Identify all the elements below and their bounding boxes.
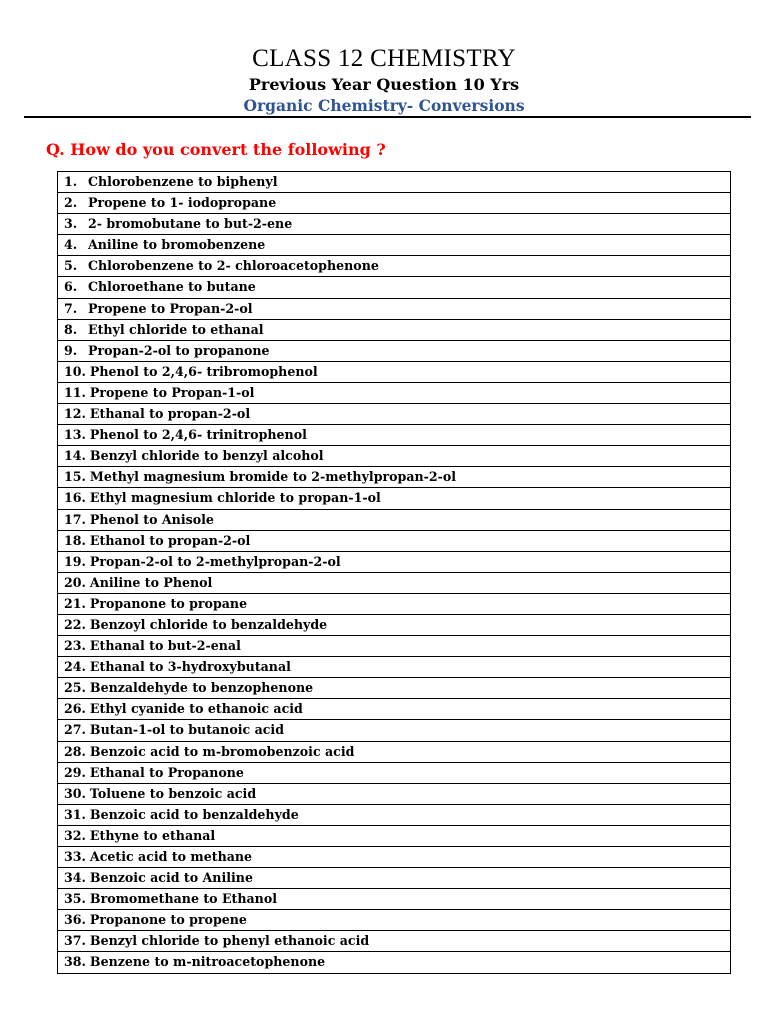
table-row: [58, 868, 730, 889]
item-number: 18.: [64, 532, 86, 548]
question-prompt: Q. How do you convert the following ?: [46, 140, 386, 159]
item-text: Ethyne to ethanal: [89, 827, 216, 843]
item-text: Ethyl cyanide to ethanoic acid: [89, 701, 303, 717]
table-row: [58, 720, 730, 741]
item-number: 27.: [64, 722, 86, 738]
header-divider: [24, 116, 751, 118]
table-row: [58, 636, 730, 657]
item-text: Benzyl chloride to benzyl alcohol: [89, 448, 324, 464]
page-title: CLASS 12 CHEMISTRY: [252, 45, 516, 72]
item-number: 4.: [64, 237, 78, 253]
item-text: Toluene to benzoic acid: [89, 785, 257, 801]
table-row: [58, 552, 730, 573]
item-text: Propan-2-ol to 2-methylpropan-2-ol: [89, 553, 341, 569]
item-number: 22.: [64, 616, 86, 632]
item-text: Benzyl chloride to phenyl ethanoic acid: [89, 933, 370, 949]
item-text: Phenol to Anisole: [89, 511, 214, 527]
item-number: 29.: [64, 764, 86, 780]
item-number: 6.: [64, 279, 78, 295]
item-number: 26.: [64, 701, 86, 717]
table-row: [58, 826, 730, 847]
item-number: 30.: [64, 785, 86, 801]
item-text: Propan-2-ol to propanone: [88, 342, 270, 358]
table-row: [58, 446, 730, 467]
item-number: 3.: [64, 216, 78, 232]
item-number: 15.: [64, 469, 86, 485]
item-text: Acetic acid to methane: [89, 849, 253, 864]
item-number: 5.: [64, 258, 78, 274]
table-row: [58, 763, 730, 784]
item-text: Ethanal to but-2-enal: [89, 638, 241, 654]
table-row: [58, 256, 730, 277]
item-number: 2.: [64, 195, 78, 211]
item-text: Benzoyl chloride to benzaldehyde: [89, 616, 328, 632]
table-row: [58, 404, 730, 425]
table-row: [58, 678, 730, 699]
item-text: Bromomethane to Ethanol: [89, 891, 278, 907]
item-number: 23.: [64, 638, 86, 654]
table-row: [58, 784, 730, 805]
item-text: Ethyl chloride to ethanal: [88, 321, 264, 337]
table-row: [58, 488, 730, 509]
table-row: [58, 573, 730, 594]
item-number: 16.: [64, 490, 86, 506]
table-row: [58, 615, 730, 636]
table-row: [58, 805, 730, 826]
item-number: 34.: [64, 870, 86, 886]
table-row: [58, 889, 730, 910]
item-text: Phenol to 2,4,6- tribromophenol: [89, 363, 318, 379]
page-subtitle: Previous Year Question 10 Yrs: [248, 75, 520, 94]
table-row: [58, 742, 730, 763]
item-text: Aniline to Phenol: [89, 574, 213, 590]
item-text: Methyl magnesium bromide to 2-methylpropan-2-ol: [89, 469, 457, 485]
item-text: Phenol to 2,4,6- trinitrophenol: [89, 427, 307, 443]
table-row: [58, 383, 730, 404]
item-text: Aniline to bromobenzene: [88, 237, 266, 253]
item-number: 21.: [64, 595, 86, 611]
item-text: Benzoic acid to m-bromobenzoic acid: [89, 743, 355, 759]
table-row: [58, 299, 730, 320]
item-text: Benzaldehyde to benzophenone: [89, 680, 314, 696]
table-row: [58, 910, 730, 931]
item-text: Chlorobenzene to 2- chloroacetophenone: [88, 258, 379, 274]
item-number: 9.: [64, 342, 78, 358]
item-number: 7.: [64, 300, 78, 316]
table-row: [58, 362, 730, 383]
item-number: 28.: [64, 743, 86, 759]
item-number: 10.: [64, 363, 86, 379]
item-text: Ethanol to propan-2-ol: [89, 532, 251, 548]
item-number: 20.: [64, 574, 86, 590]
item-number: 24.: [64, 659, 86, 675]
item-number: 14.: [64, 448, 86, 464]
conversion-question-table: [57, 171, 731, 974]
item-text: Butan-1-ol to butanoic acid: [89, 722, 284, 738]
table-row: [58, 931, 730, 952]
item-text: Ethanal to Propanone: [89, 764, 244, 780]
table-row: [58, 320, 730, 341]
item-text: Benzoic acid to benzaldehyde: [89, 806, 299, 822]
item-number: 36.: [64, 912, 86, 928]
item-text: 2- bromobutane to but-2-ene: [88, 216, 293, 232]
item-text: Benzene to m-nitroacetophenone: [89, 954, 326, 970]
table-row: [58, 657, 730, 678]
item-number: 19.: [64, 553, 86, 569]
table-row: [58, 847, 730, 868]
table-row: [58, 699, 730, 720]
item-text: Benzoic acid to Aniline: [89, 870, 253, 886]
item-number: 25.: [64, 680, 86, 696]
item-number: 12.: [64, 406, 86, 422]
item-text: Propene to Propan-2-ol: [88, 300, 253, 316]
item-number: 38.: [64, 954, 86, 970]
item-number: 1.: [64, 174, 78, 189]
table-row: [58, 172, 730, 193]
item-number: 37.: [64, 933, 86, 949]
item-text: Propanone to propene: [89, 912, 247, 928]
item-text: Ethanal to 3-hydroxybutanal: [89, 659, 291, 675]
item-text: Chlorobenzene to biphenyl: [88, 174, 278, 189]
item-text: Propene to Propan-1-ol: [89, 384, 255, 400]
item-text: Propene to 1- iodopropane: [88, 195, 277, 211]
item-number: 32.: [64, 827, 86, 843]
item-number: 11.: [64, 384, 86, 400]
item-number: 35.: [64, 891, 86, 907]
item-number: 31.: [64, 806, 86, 822]
document-header: [0, 44, 768, 116]
table-row: [58, 425, 730, 446]
item-number: 8.: [64, 321, 78, 337]
table-row: [58, 594, 730, 615]
table-row: [58, 235, 730, 256]
table-row: [58, 341, 730, 362]
table-row: [58, 214, 730, 235]
table-row: [58, 467, 730, 488]
table-row: [58, 531, 730, 552]
item-number: 17.: [64, 511, 86, 527]
table-row: [58, 277, 730, 298]
item-text: Ethanal to propan-2-ol: [89, 406, 251, 422]
table-row: [58, 952, 730, 973]
topic-heading: Organic Chemistry- Conversions: [243, 96, 525, 115]
table-row: [58, 510, 730, 531]
item-text: Chloroethane to butane: [88, 279, 256, 295]
item-text: Propanone to propane: [89, 595, 248, 611]
item-number: 13.: [64, 427, 86, 443]
table-row: [58, 193, 730, 214]
item-number: 33.: [64, 849, 86, 864]
item-text: Ethyl magnesium chloride to propan-1-ol: [89, 490, 381, 506]
